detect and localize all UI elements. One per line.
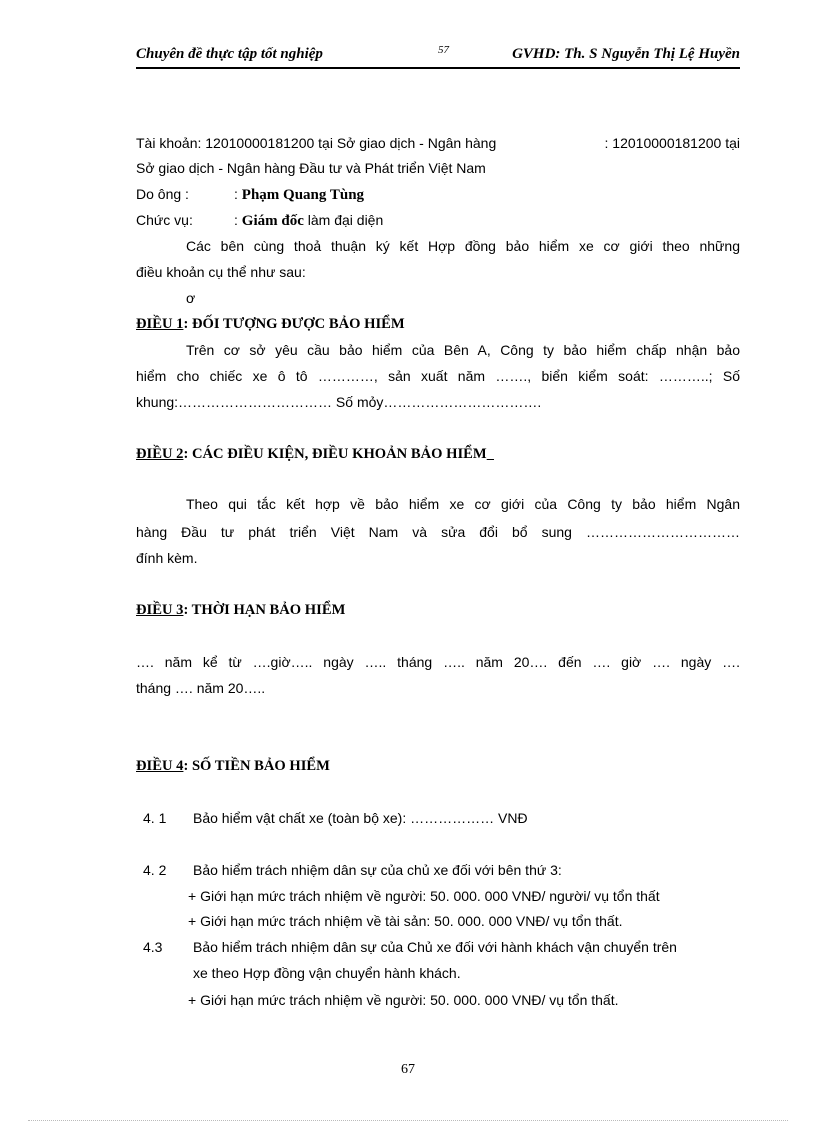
intro-line-1: Các bên cùng thoả thuận ký kết Hợp đồng bảo hiểm xe cơ giới theo những	[186, 238, 740, 254]
article-2-title: : CÁC ĐIỀU KIỆN, ĐIỀU KHOẢN BẢO HIỂM	[183, 446, 487, 462]
representative-value-wrap: : Phạm Quang Tùng	[234, 186, 365, 203]
article-2-line-3: đính kèm.	[136, 550, 198, 566]
item-4-2-text: Bảo hiểm trách nhiệm dân sự của chủ xe đối với bên thứ 3:	[193, 862, 562, 878]
article-1-line-1: Trên cơ sở yêu cầu bảo hiểm của Bên A, Công ty bảo hiểm chấp nhận bảo	[186, 342, 740, 358]
position-value-wrap: : Giám đốc làm đại diện	[234, 212, 384, 229]
article-1-title: : ĐỐI TƯỢNG ĐƯỢC BẢO HIỂM	[183, 316, 405, 332]
item-4-2-number: 4. 2	[143, 862, 167, 878]
header-page-number: 57	[438, 44, 449, 56]
stray-character: ơ	[186, 290, 196, 306]
account-line-1	[136, 133, 740, 153]
item-4-1-text: Bảo hiểm vật chất xe (toàn bộ xe): ……………… VNĐ	[193, 810, 528, 826]
article-2-underline-tail	[487, 446, 494, 462]
article-3-line-2: tháng …. năm 20…..	[136, 680, 266, 696]
article-3-label: ĐIỀU 3	[136, 602, 184, 618]
item-4-1-number: 4. 1	[143, 810, 167, 826]
article-1-heading	[136, 314, 740, 334]
position-value-bold: Giám đốc	[241, 213, 304, 229]
representative-line	[136, 184, 740, 204]
representative-name: Phạm Quang Tùng	[241, 187, 365, 203]
header-rule	[136, 67, 740, 69]
item-4-2	[143, 860, 747, 880]
position-value-rest: làm đại diện	[307, 212, 384, 228]
header-advisor: GVHD: Th. S Nguyễn Thị Lệ Huyền	[512, 46, 740, 62]
item-4-1	[143, 808, 747, 828]
article-1-line-2: hiểm cho chiếc xe ô tô …………, sản xuất năm ……., biển kiểm soát: ………..; Số	[136, 368, 740, 384]
article-1-line-3: khung:…………………………… Số mỏy…………………………….	[136, 394, 542, 410]
position-label: Chức vụ:	[136, 212, 193, 228]
account-line-1-right: : 12010000181200 tại	[604, 135, 740, 151]
article-4-heading	[136, 756, 740, 776]
item-4-2-sub-b: + Giới hạn mức trách nhiệm về tài sản: 50. 000. 000 VNĐ/ vụ tổn thất.	[188, 913, 623, 929]
item-4-2-sub-a: + Giới hạn mức trách nhiệm về người: 50. 000. 000 VNĐ/ người/ vụ tổn thất	[188, 888, 660, 904]
item-4-3-number: 4.3	[143, 939, 163, 955]
page-footer-number: 67	[401, 1062, 415, 1077]
article-1-label: ĐIỀU 1	[136, 316, 184, 332]
item-4-3-sub-a: + Giới hạn mức trách nhiệm về người: 50. 000. 000 VNĐ/ vụ tổn thất.	[188, 992, 619, 1008]
representative-label: Do ông :	[136, 186, 189, 202]
article-2-line-2: hàng Đầu tư phát triển Việt Nam và sửa đổi bổ sung ……………………………	[136, 524, 740, 540]
article-3-heading	[136, 600, 740, 620]
account-line-2: Sở giao dịch - Ngân hàng Đầu tư và Phát triển Việt Nam	[136, 160, 486, 176]
item-4-3-text: Bảo hiểm trách nhiệm dân sự của Chủ xe đối với hành khách vận chuyển trên	[193, 939, 677, 955]
article-2-heading	[136, 444, 740, 464]
article-3-title: : THỜI HẠN BẢO HIỂM	[183, 602, 346, 618]
article-4-title: : SỐ TIỀN BẢO HIỂM	[183, 758, 330, 774]
account-line-1-left: Tài khoản: 12010000181200 tại Sở giao dịch - Ngân hàng	[136, 135, 497, 151]
article-2-line-1: Theo qui tắc kết hợp về bảo hiểm xe cơ giới của Công ty bảo hiểm Ngân	[186, 496, 740, 512]
article-3-line-1: …. năm kể từ ….giờ….. ngày ….. tháng ….. năm 20…. đến …. giờ …. ngày ….	[136, 654, 740, 670]
item-4-3	[143, 937, 751, 957]
article-4-label: ĐIỀU 4	[136, 758, 184, 774]
article-2-label: ĐIỀU 2	[136, 446, 184, 462]
page-header	[136, 46, 740, 68]
intro-line-2: điều khoản cụ thể như sau:	[136, 264, 306, 280]
header-title: Chuyên đề thực tập tốt nghiệp	[136, 46, 323, 62]
position-line	[136, 210, 740, 230]
item-4-3-continuation: xe theo Hợp đồng vận chuyển hành khách.	[193, 965, 461, 981]
page-bottom-border	[28, 1120, 788, 1121]
